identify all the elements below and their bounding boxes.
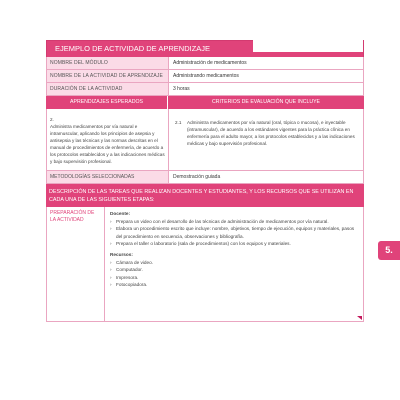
expected-learning-number: 2.: [50, 117, 54, 122]
list-item: › Cámara de video.: [110, 260, 153, 266]
list-item: › Impresora.: [110, 274, 139, 280]
activity-banner: [46, 40, 364, 57]
triangle-bullet-icon: ›: [110, 274, 112, 280]
info-row-duration: [46, 83, 364, 96]
evaluation-criteria-cell: [169, 109, 363, 170]
list-item: › Fotocopiadora.: [110, 281, 148, 287]
activity-page: [46, 40, 364, 322]
info-row-module: [46, 57, 364, 70]
info-value: Administración de medicamentos: [173, 60, 247, 66]
list-item: › Elabora un procedimiento escrito que incluye: nombre, objetivos, tiempo de ejecución, equipos y materiales, pasos del procedimiento en secuencia, observaciones y bibliografía.: [110, 226, 355, 239]
triangle-bullet-icon: ›: [110, 240, 112, 246]
methodology-label: METODOLOGÍAS SELECCIONADAS: [47, 171, 169, 183]
triangle-bullet-icon: ›: [110, 226, 112, 232]
banner-title: EJEMPLO DE ACTIVIDAD DE APRENDIZAJE: [55, 44, 211, 53]
info-value: 3 horas: [173, 86, 190, 92]
methodology-row: [46, 171, 364, 184]
expected-learning-heading: APRENDIZAJES ESPERADOS: [46, 96, 168, 109]
triangle-bullet-icon: ›: [110, 219, 112, 225]
triangle-bullet-icon: ›: [110, 267, 112, 273]
recursos-title: Recursos:: [110, 252, 133, 258]
chapter-badge: 5.: [378, 241, 400, 260]
triangle-bullet-icon: ›: [110, 281, 112, 287]
preparation-label: PREPARACIÓN DE LA ACTIVIDAD: [47, 207, 105, 321]
criteria-index: 2.1: [175, 120, 182, 125]
docente-title: Docente:: [110, 211, 131, 216]
banner-tab-cutout: [253, 40, 363, 52]
list-item: › Computador.: [110, 267, 143, 273]
methodology-value: Demostración guiada: [173, 174, 221, 180]
recursos-list: [110, 259, 358, 288]
preparation-row: [46, 207, 364, 322]
info-label: NOMBRE DE LA ACTIVIDAD DE APRENDIZAJE: [47, 70, 169, 82]
criteria-text: Administra medicamentos por vía natural (oral, tópica o mucosa), e inyectable (intramuscular), de acuerdo a los estándares vigentes para la práctica clínica en enfermería para el adulto mayor, a los protocolos establecidos y a las indicaciones médicas y bajo supervisión profesional.: [187, 120, 355, 146]
triangle-bullet-icon: ›: [110, 260, 112, 266]
info-label: DURACIÓN DE LA ACTIVIDAD: [47, 83, 169, 95]
docente-list: [110, 218, 358, 247]
learning-header: [46, 96, 364, 109]
learning-body: [46, 109, 364, 171]
continue-triangle-icon: [357, 316, 362, 320]
description-heading: DESCRIPCIÓN DE LAS TAREAS QUE REALIZAN DOCENTES Y ESTUDIANTES, Y LOS RECURSOS QUE SE UTILIZAN EN CADA UNA DE LAS SIGUIENTES ETAPAS:: [46, 184, 364, 207]
expected-learning-text: Administra medicamentos por vía natural e intramuscular, aplicando los principios de asepsia y antisepsia y las técnicas y las normas descritas en el manual de procedimientos de enfermería, de acuerdo a los protocolos establecidos y a las indicaciones médicas y bajo supervisión profesional.: [50, 124, 165, 164]
evaluation-criteria-heading: CRITERIOS DE EVALUACIÓN QUE INCLUYE: [168, 96, 364, 109]
info-value: Administrando medicamentos: [173, 73, 239, 79]
preparation-content: [105, 207, 363, 321]
info-row-activity: [46, 70, 364, 83]
list-item: › Prepara un video con el desarrollo de las técnicas de administración de medicamentos por vía natural.: [110, 219, 329, 225]
info-label: NOMBRE DEL MÓDULO: [47, 57, 169, 69]
list-item: › Prepara el taller o laboratorio (sala de procedimientos) con los equipos y materiales.: [110, 240, 291, 246]
expected-learning-cell: [47, 109, 169, 170]
